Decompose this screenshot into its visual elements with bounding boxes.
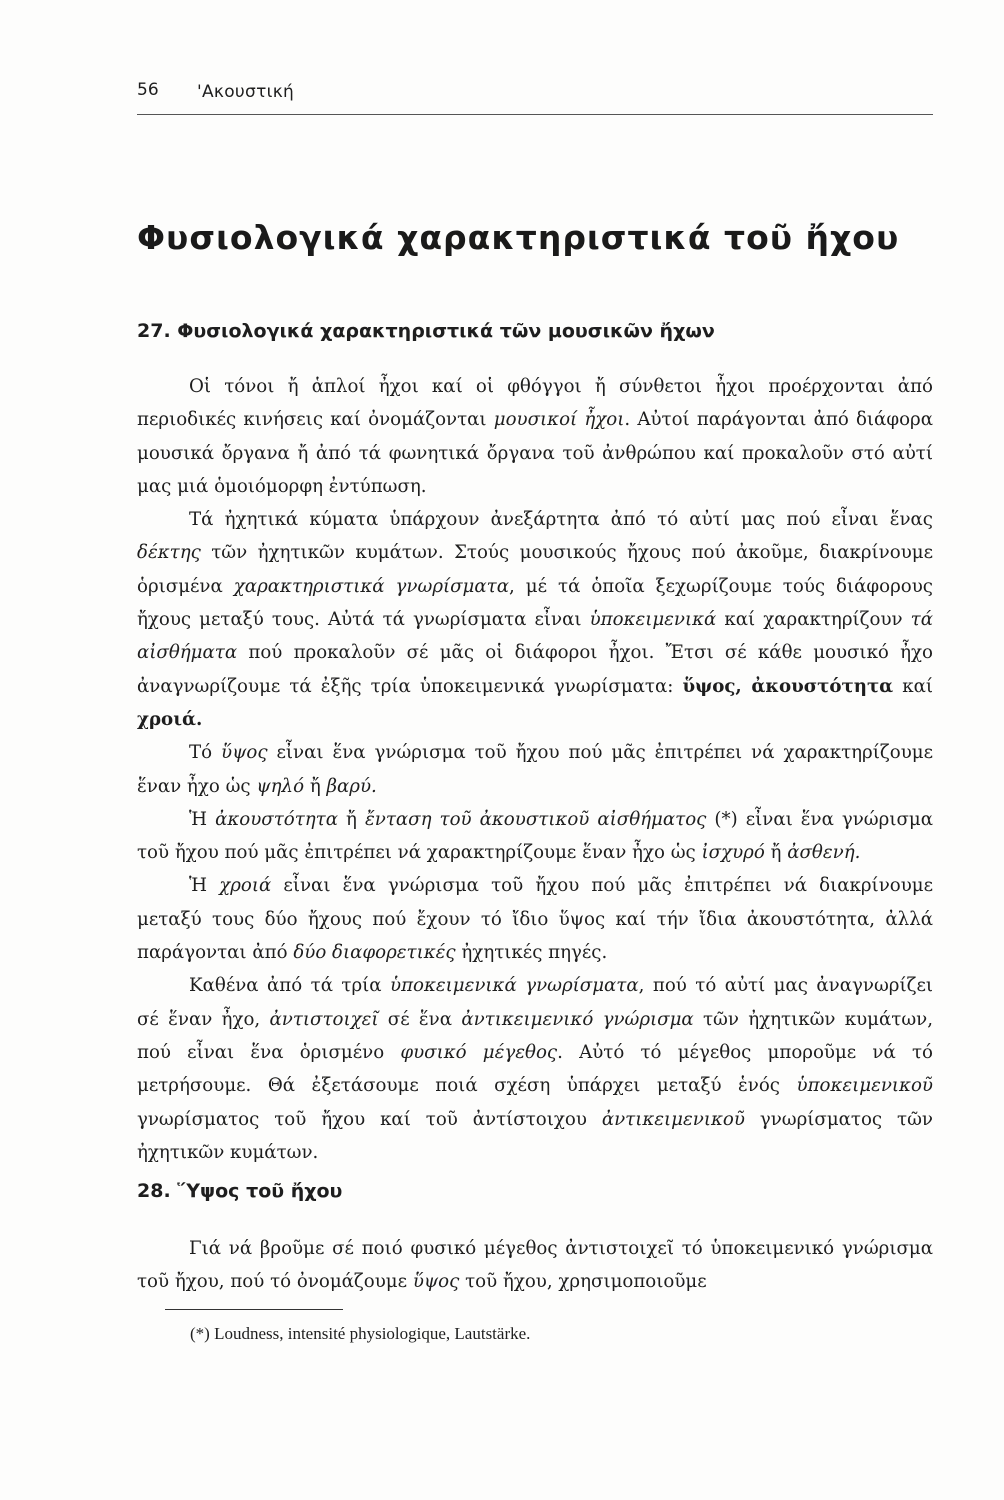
- paragraph: Τά ἠχητικά κύματα ὑπάρχουν ἀνεξάρτητα ἀπό τό αὐτί μας πού εἶναι ἕνας δέκτης τῶν ἠχητικῶν κυμάτων. Στούς μουσικούς ἤχους πού ἀκοῦμε, διακρίνουμε ὁρισμένα χαρακτηριστικά γνωρίσματα, μέ τά ὁποῖα ξεχωρίζουμε τούς διάφορους ἤχους μεταξύ τους. Αὐτά τά γνωρίσματα εἶναι ὑποκειμενικά καί χαρακτηρίζουν τά αἰσθήματα πού προκαλοῦν σέ μᾶς οἱ διάφοροι ἦχοι. Ἔτσι σέ κάθε μουσικό ἦχο ἀναγνωρίζουμε τά ἐξῆς τρία ὑποκειμενικά γνωρίσματα: ὕψος, ἀκουστότητα καί χροιά.: [137, 509, 933, 730]
- chapter-title: Φυσιολογικά χαρακτηριστικά τοῦ ἤχου: [137, 218, 900, 257]
- paragraph: Ἡ χροιά εἶναι ἕνα γνώρισμα τοῦ ἤχου πού μᾶς ἐπιτρέπει νά διακρίνουμε μεταξύ τους δύο ἤχους πού ἔχουν τό ἴδιο ὕψος καί τήν ἴδια ἀκουστότητα, ἀλλά παράγονται ἀπό δύο διαφορετικές ἠχητικές πηγές.: [137, 875, 933, 964]
- page-number: 56: [137, 80, 159, 100]
- section-28-heading: 28. Ὕψος τοῦ ἤχου: [137, 1180, 343, 1202]
- page-header: [137, 80, 933, 115]
- running-title: 'Ακουστική: [197, 82, 295, 102]
- footnote: (*) Loudness, intensité physiologique, Lautstärke.: [190, 1324, 531, 1343]
- section-27-heading: 27. Φυσιολογικά χαρακτηριστικά τῶν μουσικῶν ἤχων: [137, 320, 715, 342]
- paragraph: Καθένα ἀπό τά τρία ὑποκειμενικά γνωρίσματα, πού τό αὐτί μας ἀναγνωρίζει σέ ἕναν ἦχο, ἀντιστοιχεῖ σέ ἕνα ἀντικειμενικό γνώρισμα τῶν ἠχητικῶν κυμάτων, πού εἶναι ἕνα ὁρισμένο φυσικό μέγεθος. Αὐτό τό μέγεθος μποροῦμε νά τό μετρήσουμε. Θά ἐξετάσουμε ποιά σχέση ὑπάρχει μεταξύ ἑνός ὑποκειμενικοῦ γνωρίσματος τοῦ ἤχου καί τοῦ ἀντίστοιχου ἀντικειμενικοῦ γνωρίσματος τῶν ἠχητικῶν κυμάτων.: [137, 975, 934, 1163]
- paragraph: Ἡ ἀκουστότητα ἤ ἔνταση τοῦ ἀκουστικοῦ αἰσθήματος (*) εἶναι ἕνα γνώρισμα τοῦ ἤχου πού μᾶς ἐπιτρέπει νά χαρακτηρίζουμε ἕναν ἦχο ὡς ἰσχυρό ἤ ἀσθενή.: [137, 808, 933, 864]
- paragraph: Οἱ τόνοι ἤ ἁπλοί ἦχοι καί οἱ φθόγγοι ἤ σύνθετοι ἦχοι προέρχονται ἀπό περιοδικές κινήσεις καί ὀνομάζονται μουσικοί ἦχοι. Αὐτοί παράγονται ἀπό διάφορα μουσικά ὄργανα ἤ ἀπό τά φωνητικά ὄργανα τοῦ ἀνθρώπου καί προκαλοῦν στό αὐτί μας μιά ὁμοιόμορφη ἐντύπωση.: [137, 376, 933, 497]
- section-27-body: [137, 370, 933, 1169]
- section-28-body: [137, 1232, 933, 1299]
- paragraph: Τό ὕψος εἶναι ἕνα γνώρισμα τοῦ ἤχου πού μᾶς ἐπιτρέπει νά χαρακτηρίζουμε ἕναν ἦχο ὡς ψηλό ἤ βαρύ.: [137, 742, 933, 797]
- footnote-divider: [165, 1309, 343, 1310]
- paragraph: Γιά νά βροῦμε σέ ποιό φυσικό μέγεθος ἀντιστοιχεῖ τό ὑποκειμενικό γνώρισμα τοῦ ἤχου, πού τό ὀνομάζουμε ὕψος τοῦ ἤχου, χρησιμοποιοῦμε: [137, 1238, 933, 1293]
